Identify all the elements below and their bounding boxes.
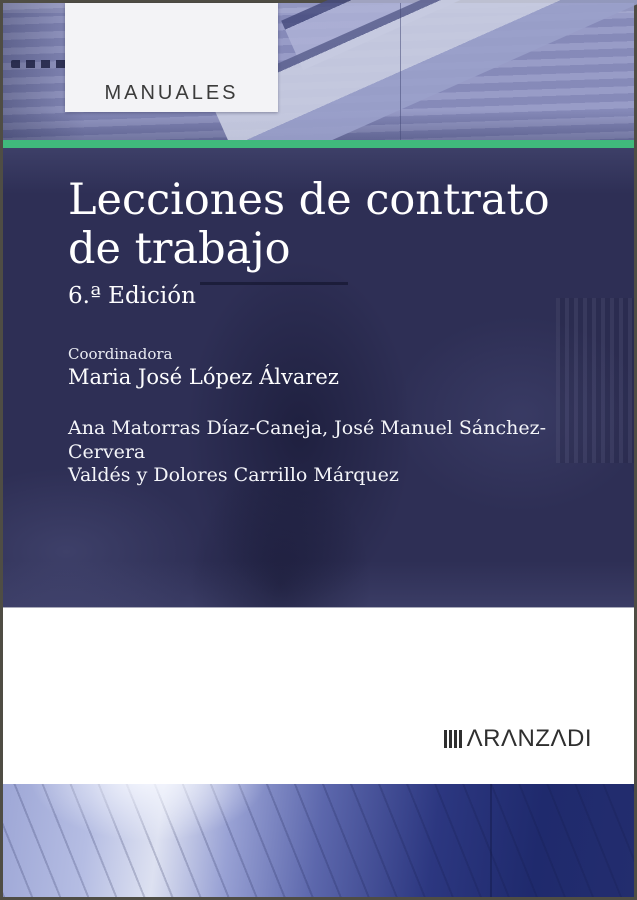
aranzadi-logo (444, 725, 592, 753)
book-title-line-1: Lecciones de contrato (68, 175, 550, 225)
accent-divider-bar (3, 140, 634, 148)
bottom-photo-background (3, 784, 634, 897)
publisher-band (3, 607, 634, 784)
book-title-line-2: de trabajo (68, 224, 291, 274)
coordinator-role-label: Coordinadora (68, 345, 173, 363)
floor-seam-decoration (490, 784, 492, 897)
authors-list (68, 417, 598, 488)
edition-label: 6.ª Edición (68, 283, 196, 309)
aranzadi-bars-icon (444, 730, 462, 748)
authors-line-2: Valdés y Dolores Carrillo Márquez (68, 464, 399, 486)
book-title (68, 176, 550, 274)
collection-label: MANUALES (104, 82, 239, 104)
coordinator-name: Maria José López Álvarez (68, 365, 339, 389)
ceiling-line-decoration (400, 3, 401, 140)
collection-label-box (65, 3, 278, 112)
shelf-line-decoration (200, 282, 348, 285)
aranzadi-wordmark: ΛRΛNZΛDI (466, 725, 592, 752)
authors-line-1: Ana Matorras Díaz-Caneja, José Manuel Sánchez-Cervera (68, 417, 547, 463)
